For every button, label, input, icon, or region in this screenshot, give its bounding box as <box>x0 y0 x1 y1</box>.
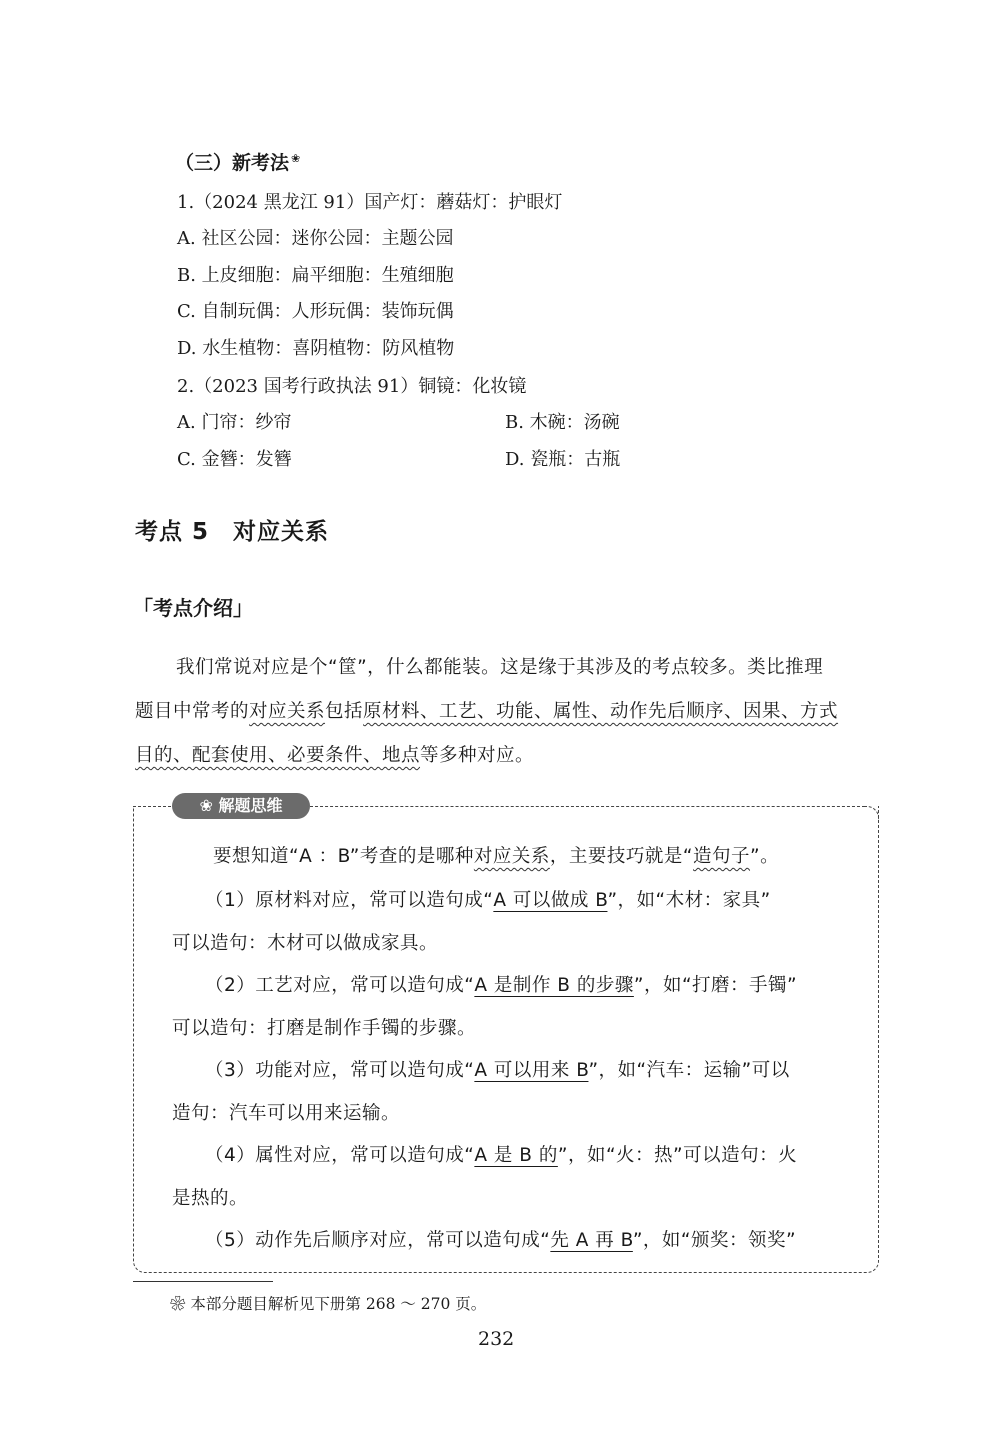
thinking-box-border-left <box>133 806 171 807</box>
page-number: 232 <box>478 1328 515 1350</box>
section-heading <box>175 148 300 175</box>
intro-line-1: 我们常说对应是个“筐”，什么都能装。这是缘于其涉及的考点较多。类比推理 <box>176 657 824 678</box>
thinking-intro-emph-1: 对应关系 <box>473 846 550 867</box>
thinking-item-2-post: ”，如“打磨：手镯” <box>633 975 798 996</box>
thinking-item-3 <box>205 1056 790 1082</box>
thinking-item-1 <box>205 886 771 912</box>
intro-line-2-emph-2: 原材料、工艺、功能、属性、动作先后顺序、因果、方式 <box>363 701 839 722</box>
thinking-item-3-line-2: 造句：汽车可以用来运输。 <box>172 1103 401 1124</box>
intro-line-2 <box>135 697 838 723</box>
thinking-item-2 <box>205 971 797 997</box>
thinking-item-4-line-2: 是热的。 <box>172 1188 249 1209</box>
intro-line-2-emph-1: 对应关系 <box>249 701 326 722</box>
thinking-item-4 <box>205 1141 797 1167</box>
thinking-item-3-pre: （3）功能对应，常可以造句成“ <box>205 1060 475 1081</box>
intro-line-3-emph: 目的、配套使用、必要条件、地点 <box>135 745 421 766</box>
thinking-intro-mid: ，主要技巧就是“ <box>549 846 693 867</box>
intro-line-3 <box>135 741 534 767</box>
section-heading-text: （三）新考法 <box>175 152 290 174</box>
thinking-item-1-post: ”，如“木材：家具” <box>607 890 771 911</box>
thinking-item-5-post: ”，如“颁奖：领奖” <box>632 1230 797 1251</box>
thinking-intro-pre: 要想知道“A ：B”考查的是哪种 <box>213 846 474 867</box>
thinking-intro-emph-2: 造句子 <box>693 846 751 867</box>
topic-heading: 考点 5 对应关系 <box>135 519 330 545</box>
thinking-item-2-pre: （2）工艺对应，常可以造句成“ <box>205 975 475 996</box>
question-2-stem: 2.（2023 国考行政执法 91）铜镜：化妆镜 <box>177 376 527 397</box>
thinking-box-border-top <box>310 806 865 807</box>
question-2-option-a: A. 门帘：纱帘 <box>177 412 292 433</box>
thinking-item-4-pre: （4）属性对应，常可以造句成“ <box>205 1145 475 1166</box>
thinking-item-5-pre: （5）动作先后顺序对应，常可以造句成“ <box>205 1230 551 1251</box>
intro-line-2-pre: 题目中常考的 <box>135 701 250 722</box>
question-1-stem: 1.（2024 黑龙江 91）国产灯：蘑菇灯：护眼灯 <box>177 192 563 213</box>
flower-icon: ❀ <box>291 151 301 165</box>
thinking-item-2-line-2: 可以造句：打磨是制作手镯的步骤。 <box>172 1018 477 1039</box>
question-2-option-c: C. 金簪：发簪 <box>177 449 292 470</box>
thinking-intro <box>213 842 779 868</box>
thinking-badge: ❀ 解题思维 <box>172 793 310 819</box>
thinking-item-3-pattern: A 可以用来 B <box>474 1060 589 1081</box>
thinking-item-3-post: ”，如“汽车：运输”可以 <box>588 1060 790 1081</box>
thinking-intro-post: ”。 <box>750 846 780 867</box>
thinking-item-4-post: ”，如“火：热”可以造句：火 <box>557 1145 798 1166</box>
thinking-item-2-pattern: A 是制作 B 的步骤 <box>474 975 634 996</box>
question-1-option-b: B. 上皮细胞：扁平细胞：生殖细胞 <box>177 265 454 286</box>
thinking-item-5 <box>205 1226 796 1252</box>
footnote-rule <box>133 1281 273 1282</box>
thinking-item-1-pre: （1）原材料对应，常可以造句成“ <box>205 890 494 911</box>
thinking-item-1-pattern: A 可以做成 B <box>493 890 608 911</box>
question-1-option-a: A. 社区公园：迷你公园：主题公园 <box>177 228 454 249</box>
footnote: ❀ 本部分题目解析见下册第 268 ～ 270 页。 <box>170 1295 487 1313</box>
intro-line-3-post: 等多种对应。 <box>420 745 535 766</box>
thinking-item-4-pattern: A 是 B 的 <box>474 1145 558 1166</box>
question-1-option-d: D. 水生植物：喜阴植物：防风植物 <box>177 338 455 359</box>
thinking-item-1-line-2: 可以造句：木材可以做成家具。 <box>172 933 439 954</box>
question-2-option-b: B. 木碗：汤碗 <box>505 412 620 433</box>
question-2-option-d: D. 瓷瓶：古瓶 <box>505 449 621 470</box>
intro-heading: 「考点介绍」 <box>133 596 253 620</box>
intro-line-2-mid: 包括 <box>325 701 364 722</box>
question-1-option-c: C. 自制玩偶：人形玩偶：装饰玩偶 <box>177 301 454 322</box>
thinking-item-5-pattern: 先 A 再 B <box>550 1230 633 1251</box>
